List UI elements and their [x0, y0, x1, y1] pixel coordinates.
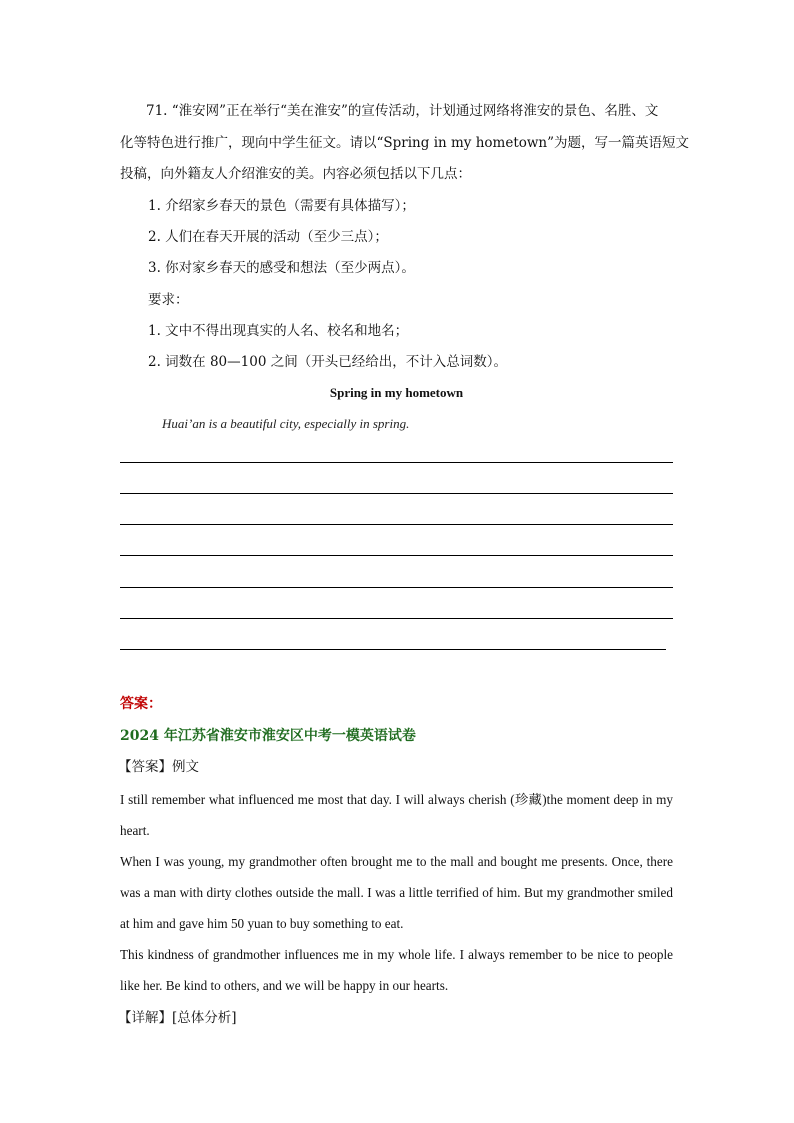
writing-line [120, 462, 673, 463]
requirement-2: 2. 词数在 80—100 之间（开头已经给出，不计入总词数）。 [148, 354, 507, 370]
writing-line [120, 587, 673, 588]
sample-essay-paragraph-3: This kindness of grandmother influences me in my whole life. I always remember to be nice to people like her. Be kind to others, and we will be happy in our hearts. [120, 947, 673, 993]
content-point-1: 1. 介绍家乡春天的景色（需要有具体描写）； [148, 198, 415, 214]
requirement-1: 1. 文中不得出现真实的人名、校名和地名； [148, 323, 409, 339]
writing-line [120, 649, 666, 650]
sample-essay-paragraph-2: When I was young, my grandmother often brought me to the mall and bought me presents. Once, there was a man with dirty clothes outside the mall. I was a little terrified of him. But my grandmother smiled at him and gave him 50 yuan to buy something to eat. [120, 854, 673, 931]
sample-essay-paragraph-1: I still remember what influenced me most that day. I will always cherish (珍藏)the moment deep in my heart. [120, 792, 673, 838]
answer-label: 答案： [120, 696, 162, 712]
essay-opening-sentence: Huai’an is a beautiful city, especially in spring. [162, 416, 410, 431]
writing-line [120, 524, 673, 525]
writing-line [120, 618, 673, 619]
question-text-line-1: 71. “淮安网”正在举行“美在淮安”的宣传活动，计划通过网络将淮安的景色、名胜、文 [146, 103, 659, 119]
question-text-line-2: 化等特色进行推广，现向中学生征文。请以“Spring in my hometown”为题，写一篇英语短文 [120, 135, 690, 151]
writing-line [120, 555, 673, 556]
essay-title: Spring in my hometown [329, 385, 464, 400]
content-point-3: 3. 你对家乡春天的感受和想法（至少两点）。 [148, 260, 415, 276]
requirements-label: 要求： [148, 292, 189, 308]
answer-sample-tag: 【答案】例文 [118, 759, 199, 775]
writing-line [120, 493, 673, 494]
content-point-2: 2. 人们在春天开展的活动（至少三点）； [148, 229, 388, 245]
detail-analysis-tag: 【详解】[总体分析] [118, 1010, 237, 1026]
question-text-line-3: 投稿，向外籍友人介绍淮安的美。内容必须包括以下几点： [120, 166, 471, 182]
exam-source-title: 2024 年江苏省淮安市淮安区中考一模英语试卷 [120, 728, 416, 744]
